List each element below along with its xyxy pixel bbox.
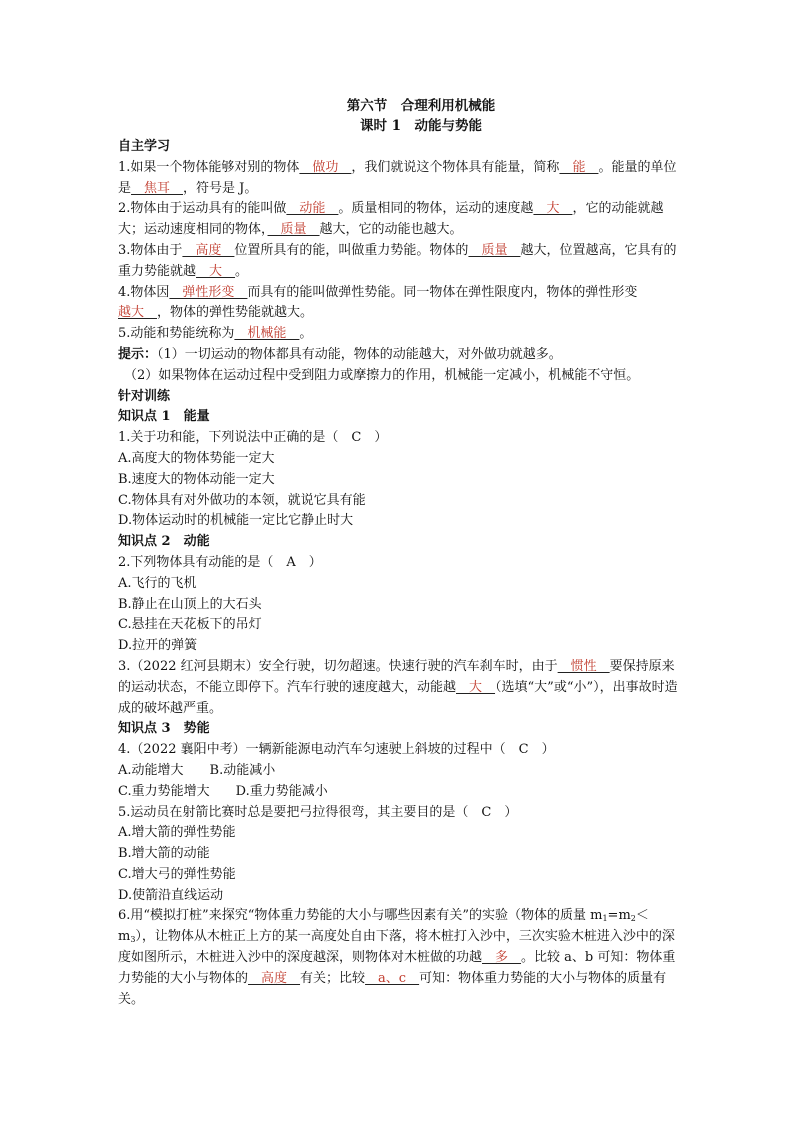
answer-blank: 质量 [468,242,521,258]
knowledge-point-2: 知识点 2 动能 [118,534,210,550]
question-4: 4.物体因 弹性形变 而具有的能叫做弹性势能。同一物体在弹性限度内，物体的弹性形变越大 ，物体的弹性势能就越大。 [118,284,638,321]
knowledge-point-3: 知识点 3 势能 [118,721,210,737]
training-5-stem: 5.运动员在射箭比赛时总是要把弓拉得很弯，其主要目的是（ C ） [118,804,518,820]
answer-blank: 质量 [267,222,320,238]
options-ab: A.动能增大 B.动能减小 [118,762,276,778]
tip-1: 提示：（1）一切运动的物体都具有动能，物体的动能越大，对外做功就越多。 [118,346,562,362]
option-c: C.增大弓的弹性势能 [118,866,236,882]
tip-1-text: （1）一切运动的物体都具有动能，物体的动能越大，对外做功就越多。 [157,346,562,362]
answer-blank: 惯性 [557,658,610,674]
option-c: C.悬挂在天花板下的吊灯 [118,617,262,633]
section-self-study: 自主学习 [118,139,171,154]
option-d: D.物体运动时的机械能一定比它静止时大 [118,513,354,529]
answer-blank: a、c [365,970,420,986]
answer-blank: 焦耳 [131,180,184,196]
question-3: 3.物体由于 高度 位置所具有的能，叫做重力势能。物体的 质量 越大，位置越高，它具有的重力势能就越 大 。 [118,242,677,279]
option-a: A.高度大的物体势能一定大 [118,450,275,466]
question-1: 1.如果一个物体能够对别的物体 做功 ，我们就说这个物体具有能量，简称 能 。能量的单位是 焦耳 ，符号是 J。 [118,159,677,196]
answer-blank: 大 [456,679,496,695]
answer-blank: 高度 [248,970,301,986]
option-b: B.速度大的物体动能一定大 [118,471,275,487]
answer-blank: 多 [482,950,522,966]
option-a: A.飞行的飞机 [118,575,197,591]
question-2: 2.物体由于运动具有的能叫做 动能 。质量相同的物体，运动的速度越 大 ，它的动能就越大；运动速度相同的物体， 质量 越大，它的动能也越大。 [118,201,664,238]
answer-blank: 做功 [299,159,352,175]
answer-blank: 大 [196,263,236,279]
worksheet-page [118,96,684,1010]
answer-blank: 越大 [118,305,158,321]
knowledge-point-1: 知识点 1 能量 [118,409,210,425]
answer-blank: 能 [559,159,599,175]
training-4-stem: 4.（2022 襄阳中考）一辆新能源电动汽车匀速驶上斜坡的过程中（ C ） [118,742,555,758]
page-title: 第六节 合理利用机械能 [346,98,496,114]
option-a: A.增大箭的弹性势能 [118,825,236,841]
option-c: C.物体具有对外做功的本领，就说它具有能 [118,492,366,508]
option-d: D.使箭沿直线运动 [118,887,224,903]
answer-blank: 动能 [286,201,339,217]
lesson-subtitle: 课时 1 动能与势能 [359,118,483,134]
training-1-stem: 1.关于功和能，下列说法中正确的是（ C ） [118,430,388,446]
option-d: D.拉开的弹簧 [118,638,198,654]
answer-blank: 弹性形变 [169,284,248,300]
question-5: 5.动能和势能统称为 机械能 。 [118,326,313,342]
answer-blank: 机械能 [234,326,300,342]
training-2-stem: 2.下列物体具有动能的是（ A ） [118,554,322,570]
training-6: 6.用“模拟打桩”来探究“物体重力势能的大小与哪些因素有关”的实验（物体的质量 $m_1=m_2<m_3$），让物体从木桩正上方的某一高度处自由下落，将木桩打入沙中，三次实验木桩进入沙中的深度如图所示，木桩进入沙中的深度越深，则物体对木桩做的功越 多 。比较 a、b 可知：物体重力势能的大小与物体的 高度 有关；比较 a、c 可知：物体重力势能的大小与物体的质量有关。 [118,908,676,1007]
training-3: 3.（2022 红河县期末）安全行驶，切勿超速。快速行驶的汽车刹车时，由于 惯性 要保持原来的运动状态，不能立即停下。汽车行驶的速度越大，动能越 大 （选填“大”或“小”），出事故时造成的破坏越严重。 [118,658,678,716]
option-b: B.增大箭的动能 [118,846,210,862]
option-b: B.静止在山顶上的大石头 [118,596,262,612]
tip-2: （2）如果物体在运动过程中受到阻力或摩擦力的作用，机械能一定减小，机械能不守恒。 [124,367,640,383]
section-training: 针对训练 [118,388,171,404]
options-cd: C.重力势能增大 D.重力势能减小 [118,783,328,799]
answer-blank: 高度 [182,242,235,258]
answer-blank: 大 [533,201,573,217]
